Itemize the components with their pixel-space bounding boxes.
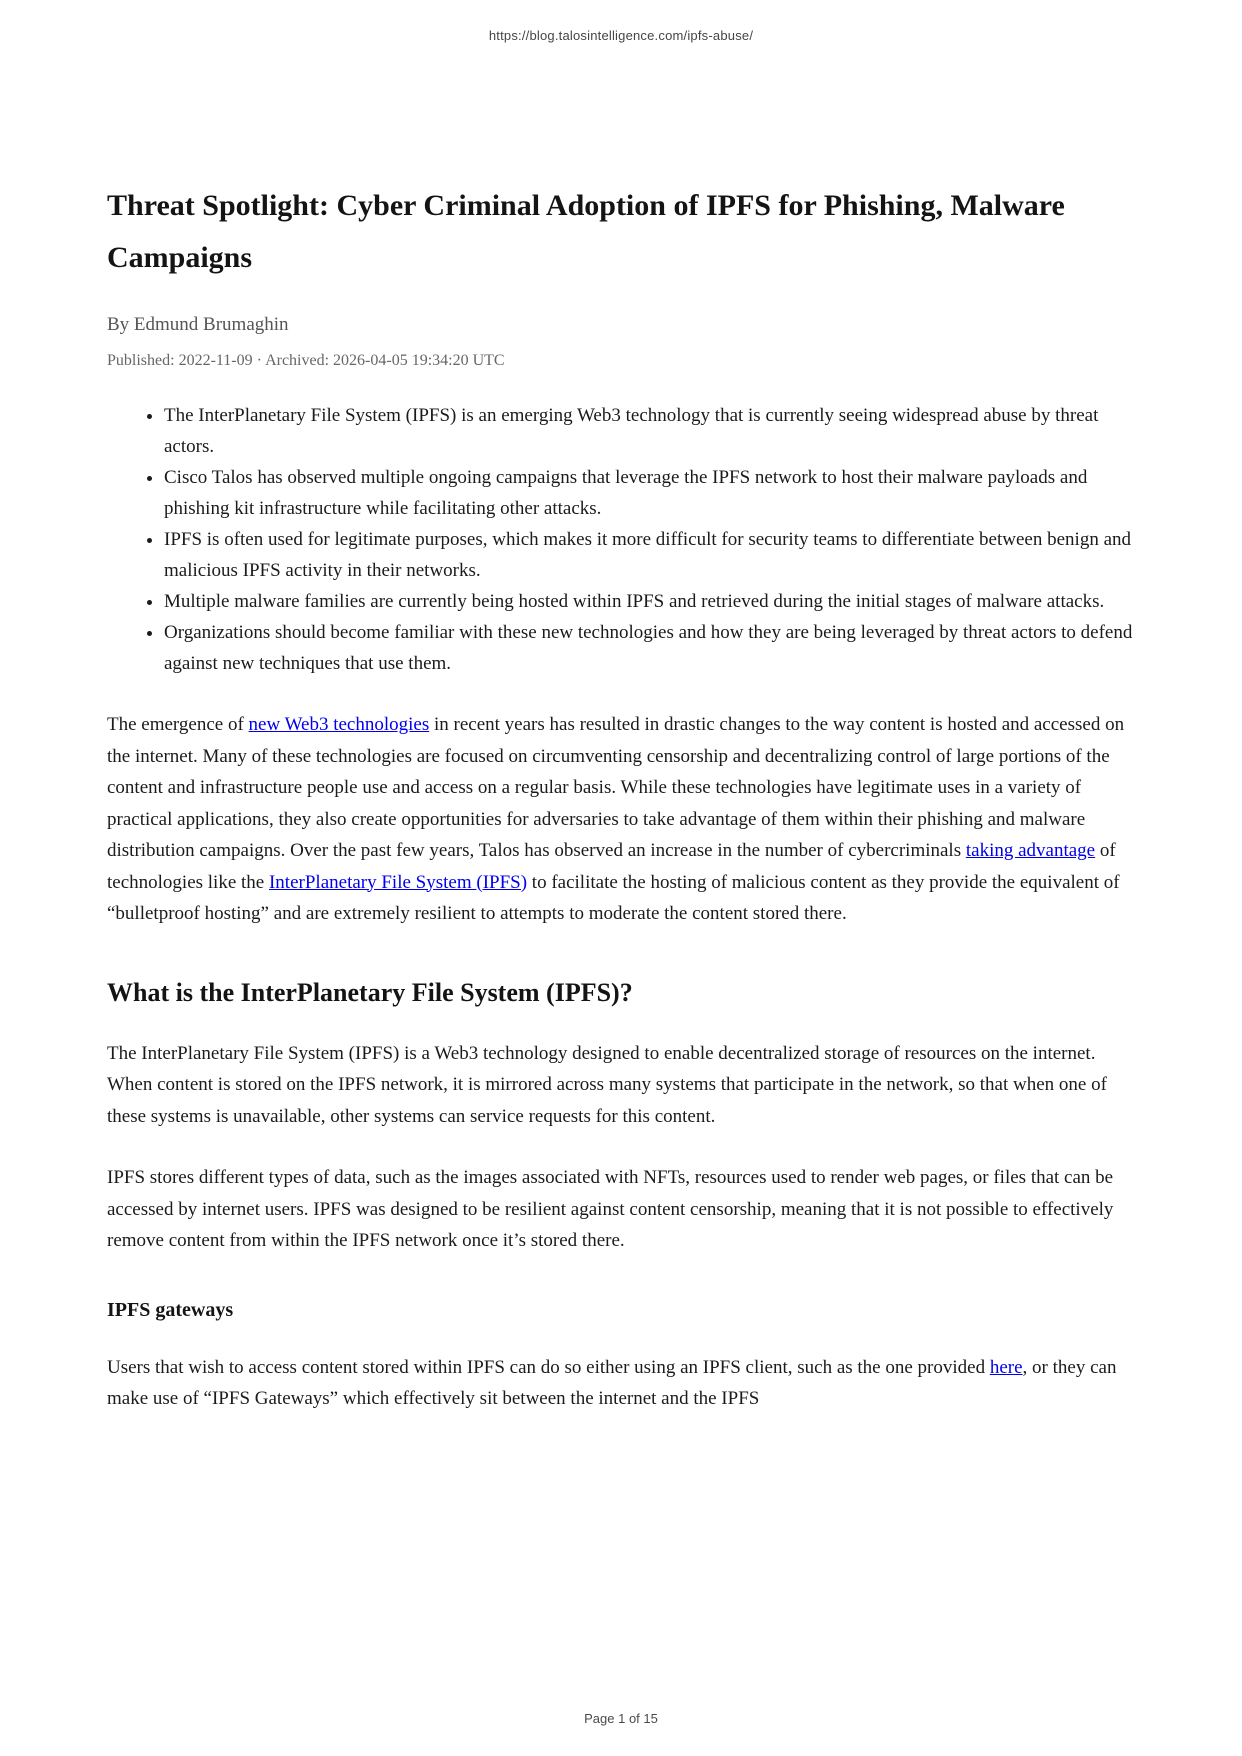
summary-bullet: • Multiple malware families are currently being hosted within IPFS and retrieved during the initial stages of malware attacks. <box>164 586 1135 617</box>
inline-link[interactable]: new Web3 technologies <box>248 714 430 735</box>
paragraph-text: The emergence of <box>107 714 249 735</box>
summary-bullet: • Cisco Talos has observed multiple ongoing campaigns that leverage the IPFS network to host their malware payloads and phishing kit infrastructure while facilitating other attacks. <box>164 462 1135 524</box>
paragraph-text: of technologies like the <box>107 840 1116 893</box>
inline-link[interactable]: taking advantage <box>965 840 1096 861</box>
page-number: Page 1 of 15 <box>584 1711 658 1726</box>
what-is-ipfs-paragraph-1: The InterPlanetary File System (IPFS) is a Web3 technology designed to enable decentralized storage of resources on the internet. When content is stored on the IPFS network, it is mirrored across many systems that participate in the network, so that when one of these systems is unavailable, other systems can service requests for this content. <box>107 1042 1107 1127</box>
article-byline: By Edmund Brumaghin <box>107 314 289 335</box>
summary-bullet: • Organizations should become familiar with these new technologies and how they are being leveraged by threat actors to defend against new techniques that use them. <box>164 617 1135 679</box>
subsection-heading-ipfs-gateways: IPFS gateways <box>107 1298 234 1321</box>
paragraph-text: to facilitate the hosting of malicious content as they provide the equivalent of “bulletproof hosting” and are extremely resilient to attempts to moderate the content stored there. <box>107 871 1120 924</box>
paragraph-text: in recent years has resulted in drastic changes to the way content is hosted and accessed on the internet. Many of these technologies are focused on circumventing censorship and decentralizing control of large portions of the content and infrastructure people use and access on a regular basis. While these technologies have legitimate uses in a variety of practical applications, they also create opportunities for adversaries to take advantage of them within their phishing and malware distribution campaigns. Over the past few years, Talos has observed an increase in the number of cybercriminals <box>107 714 1125 861</box>
intro-paragraph <box>107 709 1135 930</box>
article-meta-dates: Published: 2022-11-09 · Archived: 2026-04-05 19:34:20 UTC <box>107 352 505 369</box>
paragraph-text: Users that wish to access content stored within IPFS can do so either using an IPFS client, such as the one provided <box>107 1356 990 1378</box>
ipfs-gateways-paragraph <box>107 1352 1135 1415</box>
article-title: Threat Spotlight: Cyber Criminal Adoption of IPFS for Phishing, Malware Campaigns <box>107 189 1065 274</box>
summary-bullet: • The InterPlanetary File System (IPFS) is an emerging Web3 technology that is currently seeing widespread abuse by threat actors. <box>164 400 1135 462</box>
what-is-ipfs-paragraph-2: IPFS stores different types of data, such as the images associated with NFTs, resources used to render web pages, or files that can be accessed by internet users. IPFS was designed to be resilient against content censorship, meaning that it is not possible to effectively remove content from within the IPFS network once it’s stored there. <box>107 1167 1114 1251</box>
inline-link[interactable]: here <box>989 1356 1023 1378</box>
inline-link[interactable]: InterPlanetary File System (IPFS) <box>268 871 528 893</box>
browser-print-url: https://blog.talosintelligence.com/ipfs-abuse/ <box>488 28 754 43</box>
summary-bullet: • IPFS is often used for legitimate purposes, which makes it more difficult for security teams to differentiate between benign and malicious IPFS activity in their networks. <box>164 524 1135 586</box>
section-heading-what-is-ipfs: What is the InterPlanetary File System (IPFS)? <box>107 977 633 1007</box>
paragraph-text: , or they can make use of “IPFS Gateways” which effectively sit between the internet and the IPFS <box>107 1356 1117 1409</box>
summary-bullet-list <box>107 400 1135 679</box>
